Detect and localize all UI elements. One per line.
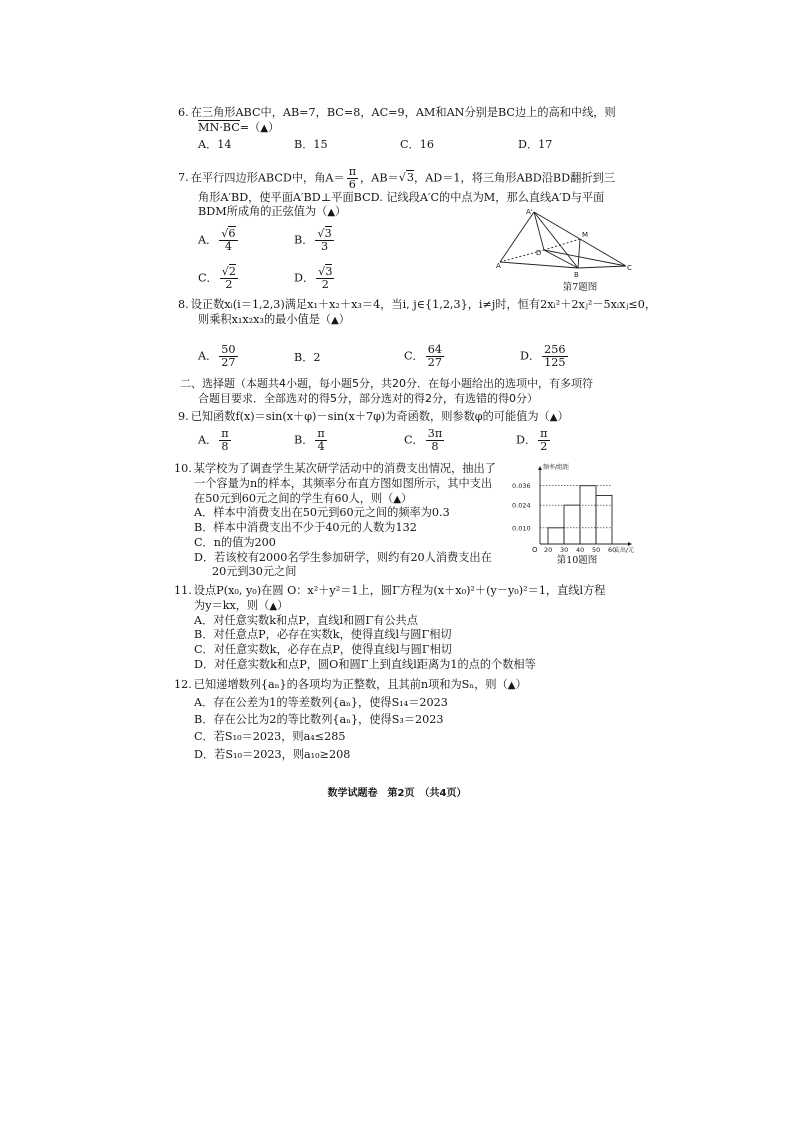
label-a: A [496,262,501,270]
label-ap: A' [526,208,533,216]
q12-option-a: A．存在公差为1的等差数列{aₙ}，使得S₁₄＝2023 [194,695,448,709]
q12-option-c: C．若S₁₀＝2023，则a₄≤285 [194,730,346,744]
q11-line1: 11. 设点P(x₀, y₀)在圆 O：x²＋y²＝1上，圆Γ方程为(x＋x₀)²＋(y－y₀)²＝1，直线l方程 [174,584,606,597]
y-tick-label: 0.010 [512,524,531,533]
section-2-header: 二、选择题（本题共4小题，每小题5分，共20分．在每小题给出的选项中，有多项符 合题目要求．全部选对的得5分，部分选对的得2分，有选错的得0分） [180,377,593,405]
origin-label: O [532,546,538,554]
q9-line1: 9. 已知函数f(x)＝sin(x＋φ)－sin(x＋7φ)为奇函数，则参数φ的可能值为（▲） [178,410,569,423]
x-tick-label: 50 [592,546,601,554]
q12-line1: 12. 已知递增数列{aₙ}的各项均为正整数，且其前n项和为Sₙ，则（▲） [174,678,527,691]
q8-option-a: A． $\frac{50}{27}$ [198,343,236,369]
q12-option-d: D．若S₁₀＝2023，则a₁₀≥208 [194,747,351,761]
histogram-bar [580,486,596,544]
q8-option-c: C． $\frac{64}{27}$ [404,343,442,369]
value-guides [540,486,612,528]
q11-option-b: B．对任意点P，必存在实数k，使得直线l与圆Γ相切 [194,628,452,642]
q11-line2: 为y＝kx，则（▲） [194,598,289,612]
label-m: M [582,231,589,239]
q11-option-d: D．对任意实数k和点P，圆O和圆Γ上到直线l距离为1的点的个数相等 [194,657,536,671]
q7-option-d: D． $\frac{√3}{2}$ [294,265,333,291]
q10-option-d-cont: 20元到30元之间 [212,565,297,579]
y-tick-label: 0.036 [512,482,531,491]
answer-triangle-icon: ▲ [549,412,558,423]
q10-line2: 一个容量为n的样本，其频率分布直方图如图所示，其中支出 [194,476,493,490]
q10-histogram [510,462,638,558]
edge-d-c [544,250,626,266]
q10-option-a: A．样本中消费支出在50元到60元之间的频率为0.3 [194,506,450,520]
question-10 [174,462,514,580]
histogram-bar [564,505,580,544]
q12-option-b: B．存在公比为2的等比数列{aₙ}，使得S₃＝2023 [194,712,444,726]
q7-option-c: C． $\frac{√2}{2}$ [198,265,237,291]
q11-option-a: A．对任意实数k和点P，直线l和圆Γ有公共点 [194,613,418,627]
q7-line2: 角形A′BD，使平面A′BD⊥平面BCD. 记线段A′C的中点为M，那么直线A′D与平面 [198,190,605,204]
q10-option-c: C．n的值为200 [194,535,276,549]
edge-d-b [544,250,578,268]
edge-a-b [500,262,578,268]
q7-option-a: A． $\frac{√6}{4}$ [198,227,236,253]
label-d: D [536,249,542,257]
y-tick-label: 0.024 [512,501,531,510]
edge-m-b [578,239,580,268]
q10-line1: 10. 某学校为了调查学生某次研学活动中的消费支出情况，抽出了 [174,462,496,475]
answer-triangle-icon: ▲ [269,600,278,612]
edge-b-c [578,266,626,268]
histogram-bar [596,495,612,544]
q8-line2: 则乘积x₁x₂x₃的最小值是（▲） [198,312,350,326]
q9-options [198,428,638,458]
question-11 [174,584,644,673]
question-12 [174,676,644,763]
q6-line1: 6. 在三角形ABC中，AB=7，BC=8，AC=9，AM和AN分别是BC边上的高和中线，则 [178,106,616,119]
answer-triangle-icon: ▲ [507,680,516,691]
q7-line1: 7. 在平行四边形ABCD中，角A＝ $\frac{\pi}{6}$ ，AB＝√3，AD＝1，将三角形ABD沿BD翻折到三 [178,165,615,191]
q7-option-b: B． $\frac{√3}{3}$ [294,227,332,253]
q7-ab-radical: √3 [398,171,414,185]
x-tick-label: 60 [608,546,617,554]
answer-triangle-icon: ▲ [393,493,402,505]
q8-options [198,344,638,374]
answer-triangle-icon: ▲ [260,122,269,134]
answer-triangle-icon: ▲ [327,207,336,219]
q7-angle-fraction: $\frac{\pi}{6}$ [348,165,357,191]
q9-option-d: D． $\frac{\pi}{2}$ [516,427,548,453]
q6-line2: MN·BC=（▲） [198,120,280,134]
histogram-bar [548,528,564,544]
q7-line3: BDM所成角的正弦值为（▲） [198,205,347,219]
question-9 [178,410,640,425]
x-tick-label: 30 [560,546,569,554]
y-axis-label: 频率/组距 [543,464,570,471]
x-axis-label: 支出/元 [614,547,635,554]
q11-option-c: C．对任意实数k，必存在点P，使得直线l与圆Γ相切 [194,643,452,657]
edge-ap-b [534,212,578,268]
q9-option-a: A． $\frac{\pi}{8}$ [198,427,229,453]
q6-option-d: D．17 [518,137,553,151]
x-tick-label: 40 [576,546,585,554]
q8-line1: 8. 设正数xᵢ(i＝1,2,3)满足x₁＋x₂＋x₃＝4，当i, j∈{1,2,3}，i≠j时，恒有2xᵢ²＋2xⱼ²－5xᵢxⱼ≤0， [178,298,657,311]
answer-triangle-icon: ▲ [331,314,339,326]
x-tick-labels [544,546,616,554]
q10-option-d: D．若该校有2000名学生参加研学，则约有20人消费支出在 [194,550,492,564]
q9-option-b: B． $\frac{\pi}{4}$ [294,427,325,453]
q6-options [178,138,640,156]
page-footer: 数学试题卷 第2页 （共4页） [327,788,467,799]
q10-option-b: B．样本中消费支出不少于40元的人数为132 [194,521,417,535]
question-8 [178,298,657,328]
q6-vector: MN·BC [198,120,240,134]
q9-option-c: C． $\frac{3\pi}{8}$ [404,427,443,453]
q10-figure-caption: 第10题图 [556,555,598,566]
q6-option-c: C．16 [400,137,434,151]
x-axis-arrow-icon [628,542,632,546]
q8-option-b: B．2 [294,351,321,364]
label-c: C [627,264,632,272]
label-b: B [574,271,579,279]
x-tick-label: 20 [544,546,553,554]
histogram-bars [548,486,612,544]
q6-option-a: A．14 [198,137,232,151]
q8-option-d: D． $\frac{256}{125}$ [520,343,566,369]
y-tick-labels [512,482,531,532]
y-axis-arrow-icon [538,466,542,470]
q10-line3: 在50元到60元之间的学生有60人，则（▲） [194,491,413,505]
question-6 [178,106,640,156]
q7-figure-caption: 第7题图 [562,282,598,293]
q6-option-b: B．15 [294,137,328,151]
